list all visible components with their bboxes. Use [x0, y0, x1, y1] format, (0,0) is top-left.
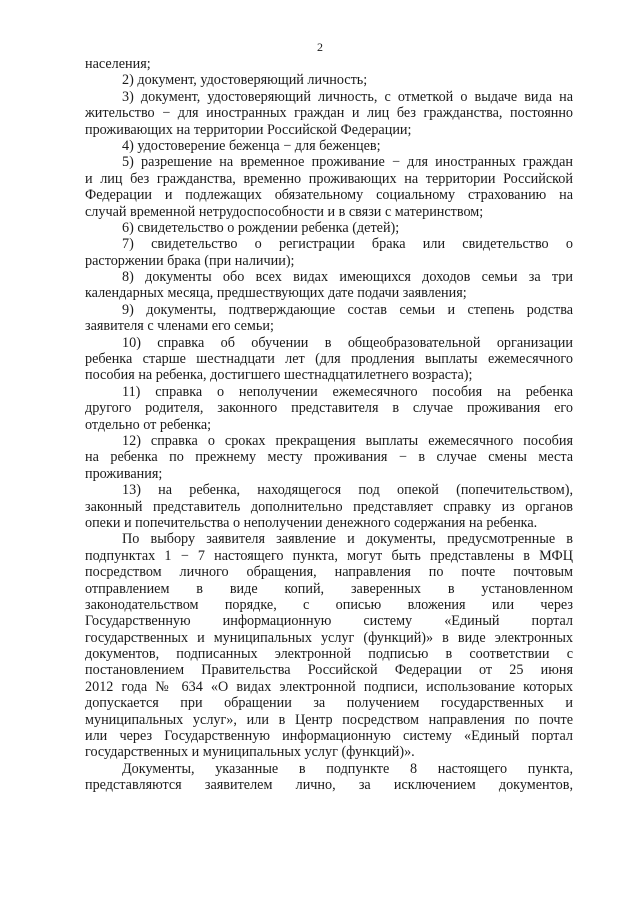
- text-line: 5) разрешение на временное проживание − для иностранных граждан: [122, 154, 573, 171]
- text-line: 2012 года № 634 «О видах электронной подписи, использование которых: [85, 678, 573, 695]
- text-line: государственных и муниципальных услуг (функций)».: [85, 744, 415, 761]
- text-line: Документы, указанные в подпункте 8 настоящего пункта,: [122, 760, 573, 777]
- text-line: Федерации и подлежащих обязательному социальному страхованию на: [85, 187, 573, 204]
- text-line: документов, подписанных электронной подписью в соответствии с: [85, 646, 573, 663]
- text-line: случай временной нетрудоспособности и в связи с материнством;: [85, 203, 484, 220]
- text-line: или через Государственную информационную систему «Единый портал: [85, 728, 573, 745]
- text-line: постановлением Правительства Российской Федерации от 25 июня: [85, 662, 573, 679]
- text-line: допускается при обращении за получением государственных и: [85, 695, 573, 712]
- text-line: подпунктах 1 − 7 настоящего пункта, могут быть представлены в МФЦ: [85, 547, 573, 564]
- document-body: [85, 56, 573, 794]
- text-line: Государственную информационную систему «Единый портал: [85, 613, 573, 630]
- text-line: посредством личного обращения, направления по почте почтовым: [85, 564, 573, 581]
- text-line: По выбору заявителя заявление и документы, предусмотренные в: [122, 531, 573, 548]
- text-line: муниципальных услуг», или в Центр посредством направления по почте: [85, 711, 573, 728]
- text-line: заявителя с членами его семьи;: [85, 318, 274, 335]
- text-line: и лиц без гражданства, временно проживающих на территории Российской: [85, 170, 573, 187]
- text-line: 2) документ, удостоверяющий личность;: [122, 72, 368, 89]
- text-line: календарных месяца, предшествующих дате подачи заявления;: [85, 285, 467, 302]
- text-line: 12) справка о сроках прекращения выплаты ежемесячного пособия: [122, 432, 573, 449]
- text-line: государственных и муниципальных услуг (функций)» в виде электронных: [85, 629, 573, 646]
- text-line: отправлением в виде копий, заверенных в установленном: [85, 580, 573, 597]
- page-number: 2: [317, 40, 323, 54]
- text-line: 9) документы, подтверждающие состав семьи и степень родства: [122, 301, 573, 318]
- text-line: жительство − для иностранных граждан и лиц без гражданства, постоянно: [85, 105, 573, 122]
- text-line: законодательством порядке, с описью вложения или через: [85, 596, 573, 613]
- text-line: 3) документ, удостоверяющий личность, с отметкой о выдаче вида на: [122, 88, 573, 105]
- text-line: 4) удостоверение беженца − для беженцев;: [122, 137, 381, 154]
- text-line: населения;: [85, 56, 151, 72]
- text-line: проживания;: [85, 465, 163, 482]
- text-line: на ребенка по прежнему месту проживания − в случае смены места: [85, 449, 573, 466]
- text-line: другого родителя, законного представителя в случае проживания его: [85, 400, 573, 417]
- text-line: законный представитель дополнительно представляет справку из органов: [85, 498, 573, 515]
- text-line: 10) справка об обучении в общеобразовательной организации: [122, 334, 573, 351]
- text-line: 8) документы обо всех видах имеющихся доходов семьи за три: [122, 269, 573, 286]
- text-line: 7) свидетельство о регистрации брака или свидетельство о: [122, 236, 573, 253]
- text-line: 11) справка о неполучении ежемесячного пособия на ребенка: [122, 383, 573, 400]
- text-line: ребенка старше шестнадцати лет (для продления выплаты ежемесячного: [85, 351, 573, 368]
- text-line: пособия на ребенка, достигшего шестнадцатилетнего возраста);: [85, 367, 473, 384]
- text-line: расторжении брака (при наличии);: [85, 252, 295, 269]
- text-line: проживающих на территории Российской Федерации;: [85, 121, 412, 138]
- text-line: представляются заявителем лично, за исключением документов,: [85, 777, 573, 794]
- text-line: отдельно от ребенка;: [85, 416, 212, 433]
- text-line: 6) свидетельство о рождении ребенка (детей);: [122, 219, 400, 236]
- text-line: опеки и попечительства о неполучении денежного содержания на ребенка.: [85, 514, 538, 531]
- text-line: 13) на ребенка, находящегося под опекой (попечительством),: [122, 482, 573, 499]
